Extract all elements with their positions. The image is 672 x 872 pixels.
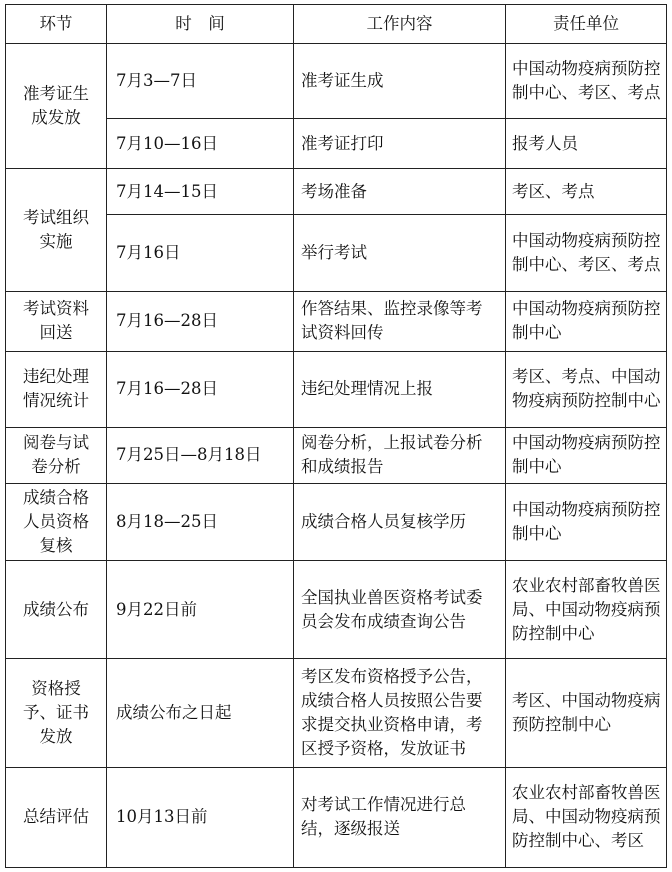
time-cell: 7月3—7日 (107, 44, 294, 119)
task-cell: 阅卷分析，上报试卷分析和成绩报告 (294, 427, 506, 483)
task-cell: 作答结果、监控录像等考试资料回传 (294, 291, 506, 351)
task-cell: 成绩合格人员复核学历 (294, 484, 506, 561)
table-row (6, 767, 667, 867)
header-unit: 责任单位 (506, 5, 667, 44)
task-cell: 考场准备 (294, 169, 506, 215)
unit-cell: 农业农村部畜牧兽医局、中国动物疫病预防控制中心 (506, 561, 667, 659)
time-cell: 7月14—15日 (107, 169, 294, 215)
stage-cell: 总结评估 (6, 767, 107, 867)
time-cell: 9月22日前 (107, 561, 294, 659)
table-row (6, 659, 667, 767)
unit-cell: 中国动物疫病预防控制中心 (506, 484, 667, 561)
stage-cell: 成绩公布 (6, 561, 107, 659)
time-cell: 10月13日前 (107, 767, 294, 867)
schedule-table (5, 4, 667, 868)
table-row (6, 169, 667, 215)
stage-cell: 准考证生成发放 (6, 44, 107, 169)
table-row (6, 484, 667, 561)
header-time: 时 间 (107, 5, 294, 44)
task-cell: 全国执业兽医资格考试委员会发布成绩查询公告 (294, 561, 506, 659)
unit-cell: 考区、中国动物疫病预防控制中心 (506, 659, 667, 767)
table-row (6, 427, 667, 483)
stage-cell: 考试资料回送 (6, 291, 107, 351)
time-cell: 8月18—25日 (107, 484, 294, 561)
unit-cell: 中国动物疫病预防控制中心、考区、考点 (506, 44, 667, 119)
table-row (6, 561, 667, 659)
task-cell: 准考证打印 (294, 119, 506, 169)
task-cell: 违纪处理情况上报 (294, 351, 506, 427)
unit-cell: 考区、考点、中国动物疫病预防控制中心 (506, 351, 667, 427)
task-cell: 准考证生成 (294, 44, 506, 119)
stage-cell: 成绩合格人员资格复核 (6, 484, 107, 561)
unit-cell: 中国动物疫病预防控制中心 (506, 427, 667, 483)
unit-cell: 考区、考点 (506, 169, 667, 215)
stage-cell: 考试组织实施 (6, 169, 107, 291)
stage-cell: 资格授予、证书发放 (6, 659, 107, 767)
time-cell: 7月16日 (107, 215, 294, 291)
time-cell: 7月25日—8月18日 (107, 427, 294, 483)
header-task: 工作内容 (294, 5, 506, 44)
unit-cell: 报考人员 (506, 119, 667, 169)
header-stage: 环节 (6, 5, 107, 44)
table-row (6, 291, 667, 351)
unit-cell: 中国动物疫病预防控制中心、考区、考点 (506, 215, 667, 291)
task-cell: 对考试工作情况进行总结，逐级报送 (294, 767, 506, 867)
time-cell: 成绩公布之日起 (107, 659, 294, 767)
table-row (6, 351, 667, 427)
unit-cell: 中国动物疫病预防控制中心 (506, 291, 667, 351)
header-row (6, 5, 667, 44)
time-cell: 7月16—28日 (107, 291, 294, 351)
time-cell: 7月16—28日 (107, 351, 294, 427)
task-cell: 举行考试 (294, 215, 506, 291)
unit-cell: 农业农村部畜牧兽医局、中国动物疫病预防控制中心、考区 (506, 767, 667, 867)
time-cell: 7月10—16日 (107, 119, 294, 169)
stage-cell: 阅卷与试卷分析 (6, 427, 107, 483)
task-cell: 考区发布资格授予公告，成绩合格人员按照公告要求提交执业资格申请，考区授予资格，发放证书 (294, 659, 506, 767)
table-row (6, 44, 667, 119)
stage-cell: 违纪处理情况统计 (6, 351, 107, 427)
